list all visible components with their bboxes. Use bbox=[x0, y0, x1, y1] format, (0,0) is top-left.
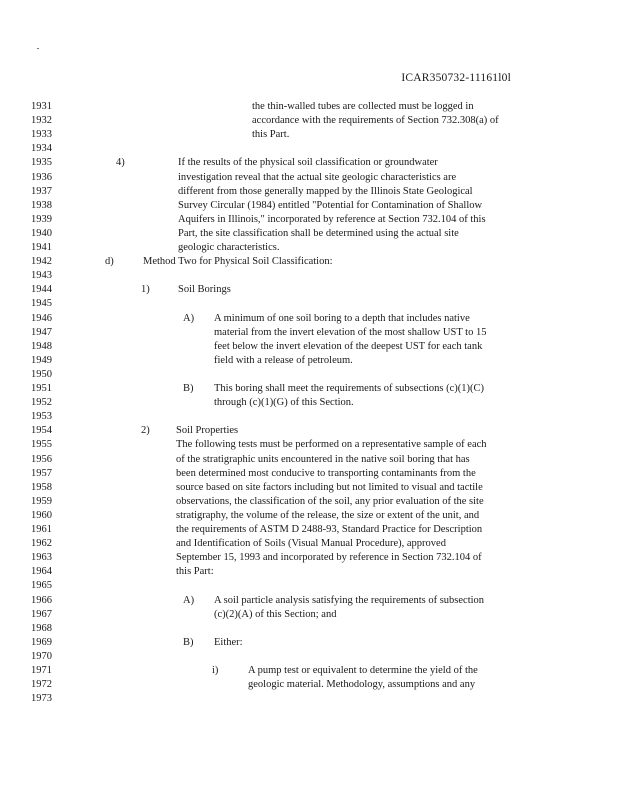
item-number: 4) bbox=[116, 157, 125, 169]
item-4-line: geologic characteristics. bbox=[178, 242, 280, 253]
item-2-line: The following tests must be performed on a representative sample of each bbox=[176, 439, 487, 451]
line-number: 1963 bbox=[31, 552, 52, 564]
item-4-line: Aquifers in Illinois," incorporated by reference at Section 732.104 of this bbox=[178, 213, 486, 225]
line-number: 1952 bbox=[31, 397, 52, 409]
line-number: 1967 bbox=[31, 608, 52, 620]
section-d-heading: Method Two for Physical Soil Classification: bbox=[143, 256, 333, 268]
line-number: 1942 bbox=[31, 256, 52, 268]
line-number: 1969 bbox=[31, 636, 52, 648]
line-number: 1943 bbox=[31, 270, 52, 282]
item-1-a-line: A minimum of one soil boring to a depth that includes native bbox=[214, 312, 470, 324]
item-2-line: been determined most conducive to transporting contaminants from the bbox=[176, 467, 476, 479]
item-4-line: Part, the site classification shall be determined using the actual site bbox=[178, 227, 459, 239]
item-2-heading: Soil Properties bbox=[176, 425, 239, 437]
line-number: 1966 bbox=[31, 594, 52, 606]
item-2-line: this Part: bbox=[176, 566, 214, 578]
item-2-b-i-line: geologic material. Methodology, assumptions and any bbox=[248, 679, 476, 691]
item-4-line: different from those generally mapped by the Illinois State Geological bbox=[178, 185, 473, 197]
line-number: 1958 bbox=[31, 481, 52, 493]
subsubitem-label: i) bbox=[212, 665, 219, 676]
line-number: 1950 bbox=[31, 368, 52, 380]
item-1-b-line: through (c)(1)(G) of this Section. bbox=[214, 397, 354, 409]
scan-speck bbox=[37, 48, 39, 49]
line-number: 1937 bbox=[31, 185, 52, 197]
line-number: 1970 bbox=[31, 650, 52, 662]
item-1-a-line: field with a release of petroleum. bbox=[214, 354, 353, 366]
item-1-b-line: This boring shall meet the requirements of subsections (c)(1)(C) bbox=[214, 383, 485, 394]
item-2-line: of the stratigraphic units encountered in the native soil boring that has bbox=[176, 453, 470, 465]
line-number: 1935 bbox=[31, 157, 52, 169]
line-number: 1954 bbox=[31, 425, 52, 437]
line-number: 1939 bbox=[31, 213, 52, 225]
line-number: 1945 bbox=[31, 298, 52, 310]
continued-paragraph-line: this Part. bbox=[252, 129, 290, 141]
item-2-line: and Identification of Soils (Visual Manual Procedure), approved bbox=[176, 538, 446, 550]
item-2-line: stratigraphy, the volume of the release, the size or extent of the unit, and bbox=[176, 509, 480, 521]
line-number: 1948 bbox=[31, 340, 52, 352]
line-number: 1956 bbox=[31, 453, 52, 465]
line-number: 1953 bbox=[31, 411, 52, 423]
item-4-line: investigation reveal that the actual site geologic characteristics are bbox=[178, 171, 457, 183]
line-number: 1964 bbox=[31, 566, 52, 578]
item-1-a-line: material from the invert elevation of the most shallow UST to 15 bbox=[214, 326, 487, 338]
continued-paragraph-line: the thin-walled tubes are collected must be logged in bbox=[252, 101, 474, 112]
line-number: 1960 bbox=[31, 509, 52, 521]
line-number: 1946 bbox=[31, 312, 52, 324]
line-number: 1932 bbox=[31, 115, 52, 127]
subitem-label: A) bbox=[183, 594, 195, 606]
item-number: 2) bbox=[141, 425, 150, 437]
subitem-label: B) bbox=[183, 636, 194, 648]
line-number: 1938 bbox=[31, 199, 52, 211]
line-number: 1957 bbox=[31, 467, 52, 479]
item-2-a-line: (c)(2)(A) of this Section; and bbox=[214, 608, 337, 620]
line-number: 1936 bbox=[31, 171, 52, 183]
item-2-line: source based on site factors including but not limited to visual and tactile bbox=[176, 481, 483, 493]
line-number: 1959 bbox=[31, 495, 52, 507]
line-number: 1961 bbox=[31, 524, 52, 535]
line-number: 1965 bbox=[31, 580, 52, 592]
item-2-line: the requirements of ASTM D 2488-93, Standard Practice for Description bbox=[176, 524, 483, 535]
line-number: 1933 bbox=[31, 129, 52, 141]
line-number: 1949 bbox=[31, 354, 52, 366]
subitem-label: B) bbox=[183, 383, 194, 394]
line-number: 1931 bbox=[31, 101, 52, 112]
line-number: 1951 bbox=[31, 383, 52, 394]
line-number: 1973 bbox=[31, 693, 52, 705]
line-number: 1962 bbox=[31, 538, 52, 550]
item-1-a-line: feet below the invert elevation of the deepest UST for each tank bbox=[214, 340, 483, 352]
item-4-line: Survey Circular (1984) entitled "Potential for Contamination of Shallow bbox=[178, 199, 483, 211]
item-4-line: If the results of the physical soil classification or groundwater bbox=[178, 157, 438, 169]
document-code-header: ICAR350732-11161l0l bbox=[401, 72, 511, 84]
item-2-line: September 15, 1993 and incorporated by reference in Section 732.104 of bbox=[176, 552, 482, 564]
item-2-a-line: A soil particle analysis satisfying the requirements of subsection bbox=[214, 594, 485, 606]
line-number: 1972 bbox=[31, 679, 52, 691]
line-number: 1955 bbox=[31, 439, 52, 451]
section-label: d) bbox=[105, 256, 114, 268]
item-2-b-text: Either: bbox=[214, 636, 243, 648]
line-number: 1947 bbox=[31, 326, 52, 338]
continued-paragraph-line: accordance with the requirements of Section 732.308(a) of bbox=[252, 115, 499, 127]
subitem-label: A) bbox=[183, 312, 195, 324]
line-number: 1968 bbox=[31, 622, 52, 634]
line-number: 1941 bbox=[31, 242, 52, 253]
line-number: 1971 bbox=[31, 665, 52, 676]
item-1-heading: Soil Borings bbox=[178, 284, 231, 296]
item-2-b-i-line: A pump test or equivalent to determine the yield of the bbox=[248, 665, 478, 676]
line-number: 1934 bbox=[31, 143, 52, 155]
item-2-line: observations, the classification of the soil, any prior evaluation of the site bbox=[176, 495, 484, 507]
line-number: 1944 bbox=[31, 284, 52, 296]
item-number: 1) bbox=[141, 284, 150, 296]
line-number: 1940 bbox=[31, 227, 52, 239]
